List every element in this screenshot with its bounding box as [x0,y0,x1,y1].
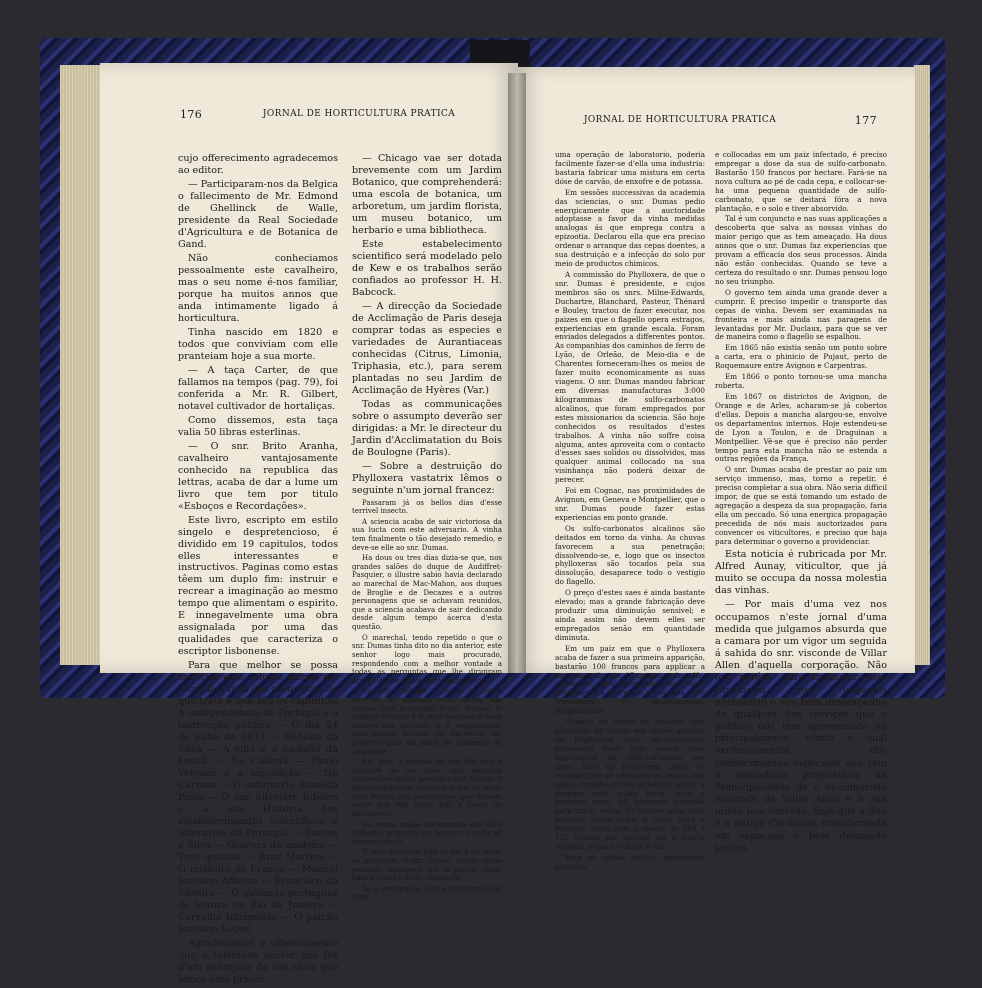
paragraph: Ha certos quaes documentos até 1874 tinham o proposito de destruir a vinha ao mesmo tempo. [352,820,502,846]
page-edges-left [60,65,105,665]
page-edges-right [914,65,930,665]
paragraph: cujo offerecimento agradecemos ao editor. [178,153,338,176]
book-gutter [508,73,526,673]
paragraph: Esta noticia é rubricada por Mr. Alfred Aunay, viticultor, que já muito se occupa da nossa molestia das vinhas. [715,548,887,597]
paragraph: Quando se tracte de renovar uma plantação de vinhas em região atacada do Phylloxera, será absolutamente necessario fazer pelo menos duas applicações de sulfo-carbonato por anno, uma na primavera, outra no outomno. Se se continuar as tratar tres annos durante os tres primeiros annos, a despeza será muito fraca: para o primeiro anno, 60 grammas bastarão para tratar todas. 20 francos para cada hectare, elevar-se-ha, o triplo para o terceiro, ainda com a media de 100 a 120 francos por hectare até á quarta colheita, e que a cultura é util. [555,717,705,852]
paragraph: Todas as communicações sobre o assumpto deverão ser dirigidas: a Mr. le directeur du Jardin d'Acclimatation du Bois de Boulogne (Paris). [352,398,502,458]
quoted-article [352,499,502,902]
page-number-left: 176 [180,108,203,121]
paragraph: O preço d'estes saes é ainda bastante elevado; mas a grande fabricação deve produzir uma diminuição sensivel; e ainda assim não devem elles ser empregados senão em quantidade diminuta. [555,588,705,642]
paragraph: Para as vinhas velhas, geralmente atacadas [555,852,705,871]
paragraph: Eis, pois, o resumo do que elle teve a bondade de me dizer, com algumas correcções locais, porque o snr. Dumas é demasiadamente modesto, o que se sente pela leitura dos documentos que deixam supôr que elle tenha tido a honra da descoberta. [352,758,502,818]
paragraph: Foi em Cognac, nas proximidades de Avignon, em Geneva e Montpellier, que o snr. Dumas poude fazer estas experiencias em ponto grande. [555,486,705,522]
paragraph: — Por mais d'uma vez nos occupamos n'este jornal d'uma medida que julgamos absurda que a camara por um vigor um seguida á sahida do snr. visconde de Villar Allen d'aquella corporação. Não foi, porém, para lisongear este cavalheiro que julgamos necessario o seu bom desempenho de qualquer dos serviços que o publico nos tem apresentado na principalmente, sendo o qual exclusivamente, dos conhecimentos especiaes que tem o verdadeiro proprietario da Municipalidade de o ex-camarista visconde de Villar Allen e a sua muito boa vontade, hoje que a Sua e a antiga Cordoaria transformada em espaçoso e bem delineado jardim. [715,599,887,854]
editorial-notes [715,549,887,855]
right-column-1 [555,151,705,874]
running-head-left [100,109,518,125]
left-column-1 [178,153,338,988]
paragraph: O snr. Dumas acaba de prestar ao paiz um serviço immenso, mas, torno a repetir, é preciso completar a sua obra. Não seria difficil impor, de que se está tomando um estado de agregação a despeza da sua propagação, faria ella um peccado. Só uma energica propagação precedida de nós mais auctorizados para convencer os viticultores, e preciso que haja para determinar o governo a providenciar. [715,465,887,546]
paragraph: Em um paiz em que o Phylloxera acaba de fazer a sua primeira apparição, bastarão 100 francos para applicar a uma cepa, doente, 15 grammas de sulfo-carbonato; igual quantidade nas cepas proximas; e a que estão a sua roda, este tratamento é absolutamente insignificante. [555,643,705,716]
paragraph: — Sobre a destruição do Phylloxera vastatrix lêmos o seguinte n'um jornal francez: [352,460,502,496]
right-page [515,67,915,871]
paragraph: — A direcção da Sociedade de Acclimação de Paris deseja comprar todas as especies e variedades de Aurantiaceas conhecidas (Citrus, Limonia, Triphasia, etc.), para serem plantadas no seu Jardim de Acclimação de Hyères (Var.) [352,300,502,396]
paragraph: Eu teria faltado a todos os meus deveres, se, sabendo estes factos, não tivesse logo procurado o snr. Dumas. O celebre chimico é o mais bondoso e mais amavel dos mortaes, e é seguramente uma grande fortuna não encontrar um pretexto para lhe pedir um momento de audiencia. [352,687,502,756]
paragraph: Os sulfo-carbonatos alcalinos são deitados em torno da vinha. As chuvas favorecem a sua penetração; dissolvendo-se, e, logo que os insectos phylloxeras são tocados pela sua dissolução, desaparece todo o vestigio do flagello. [555,523,705,587]
open-book [60,45,930,985]
paragraph: Em 1867 os districtos de Avignon, de Orange e de Arles, acharam-se já cobertos d'ellas. Depois a mancha alargou-se, envolve os departamentos internos. Hoje estendeu-se de Lyon a Toulon, e de Draguinan a Montpellier. Vê-se que é preciso não perder tempo para esta mancha não se estenda a outras regiões da França. [715,391,887,464]
paragraph: — Chicago vae ser dotada brevemente com um Jardim Botanico, que comprehenderá: uma escola de botanica, um arboretum, um jardim florista, um museu botanico, um herbario e uma bibliotheca. [352,153,502,236]
paragraph: Em 1865 não existia senão um ponto sobre a carta, era o phinicio de Pujaut, perto de Roquemaure entre Avignon e Carpentras. [715,343,887,371]
paragraph: Ha dous ou tres dias dizia-se que, nos grandes salões do duque de Audiffret-Pasquier, o illustre sabio havia declarado ao marechal de Mac-Mahon, aos duques de Broglie e de Decazes e a outros personagens que se achavam reunidos, que a sciencia acabava de sair dedicando desde algum tempo ácerca d'esta questão. [352,554,502,632]
paragraph: Tinha nascido em 1820 e todos que conviviam com elle pranteiam hoje a sua morte. [178,326,338,362]
paragraph: — O snr. Brito Aranha, cavalheiro vantajosamente conhecido na republica das lettras, acaba de dar a lume um livro que tem por titulo «Esboços e Recordações». [178,440,338,512]
paragraph: Em 1866 o ponto tornou-se uma mancha roberta. [715,372,887,391]
paragraph: A sciencia acaba de sair victoriosa da sua lucta com este adversario. A vinha tem finalmente o tão desejado remedio, e deve-se elle ao snr. Dumas. [352,517,502,552]
paragraph: e collocadas em um paiz infectado, é preciso empregar a dose da sua de sulfo-carbonato. Bastarão 150 francos por hectare. Fará-se na nova cultura ao pé de cada cepa, e collocar-se-ha uma pequena quantidade de sulfo-carbonato, que se deitará fóra a nova plantação, e o solo e tiver absorvido. [715,150,887,213]
paragraph: O marechal, tendo repetido o que o snr. Dumas tinha dito no dia anterior, este senhor logo mais procurado, respondendo com a melhor vontade a todas as perguntas que lhe dirigiram ácerca d'este interessante assumpto. [352,633,502,685]
paragraph: Em sessões successivas da academia das sciencias, o snr. Dumas pedio energicamente que a auctoridade adoptasse a favor da vinha medidas analogas ás que emprega contra a epizootia. Declarou ella que era preciso ordenar o arranque das cepas doentes, a sua destruição e a infecção do solo por meio de productos chimicos. [555,187,705,269]
paragraph: — A taça Carter, de que fallamos na tempos (pag. 79), foi conferida a Mr. R. Gilbert, notavel cultivador de hortaliças. [178,364,338,412]
running-head-right [515,115,915,131]
paragraph: Agradecemos o offerecimento que o talentoso auctor nos fez d'um exemplar da sua obra que lemos com prazer. [178,938,338,985]
right-column-2 [715,151,887,857]
paragraph: Passaram já os bellos dias d'esse terrivel insecto. [352,498,502,516]
paragraph: A commissão do Phylloxera, de que o snr. Dumas é presidente, e cujos membros são os snrs. Milne-Edwards, Duchartre, Blanchard, Pasteur, Thénard e Bouley, tractou de fazer executar, nos paizes em que o flagello opera estragos, experiencias em grande escala. Foram enviados delegados a differentes pontos. As companhias dos caminhos de ferro de Lyão, de Orleão, de Meio-dia e de Charentes forneceram-lhes os meios de fazer muito economicamente as suas viagens. O snr. Dumas mandou fabricar em diversas manufacturas 3:000 kilogrammas de sulfo-carbonatos alcalinos, que foram empregados por estes missionarios da sciencia. São hoje conhecidos os resultados d'estes trabalhos. A vinha não soffre coisa alguma, antes aproveita com o contacto d'esses saes solidos ou dissolvidos, mas qualquer animal collocado na sua visinhança não poderá deixar de perecer. [555,269,705,485]
paragraph: Este livro, escripto em estilo singelo e despretencioso, é dividido em 19 capitulos, todos elles interessantes e instructivos. Paginas como estas têem um duplo fim: instruir e recrear a imaginação ao mesmo tempo que alimentam o espirito. E innegavelmente uma obra assignalada por uma das qualidades que caracteriza o escriptor lisbonense. [178,514,338,658]
running-title-left: JORNAL DE HORTICULTURA PRATICA [262,109,456,119]
paragraph: Este estabelecimento scientifico será modelado pelo de Kew e os trabalhos serão confiados ao professor H. H. Babcock. [352,238,502,298]
left-column-2 [352,153,502,904]
paragraph: — Participaram-nos da Belgica o fallecimento de Mr. Edmond de Ghellinck de Walle, presidente da Real Sociedade d'Agricultura e de Botanica de Gand. [178,178,338,250]
paragraph: O governo tem ainda uma grande dever a cumprir. É preciso impedir o transporte das cepas de vinha. Devem ser examinadas na fronteira e mais ainda nas paragens de levantadas por Mr. Duclaux, para que se ver de maneira como o flagello se espalhou. [715,287,887,342]
paragraph: N'uma memoria, lida no dia 8 de junho na academia, o snr. Dumas reagiu então pedeiras vantagens que se podem pegar para a vinha o sulfo-carbonato. [352,848,502,883]
paragraph: Para que melhor se possa apreciar este volume damos em seguida a lista dos assumptos de que trata e que são os capitulos: A independencia de Portugal e a instrucção publica — O dia 24 de julho de 1833 — Rebello da Silva — A villa e o castello da Louzã — Na Collegã — Paulo Veronez e a inquisição — No Cartaxo — O antiquario Almeida Pinto — O snr. Silvestre Ribeiro e a sua Historia dos estabelecimentos scientificos e litterarios de Portugal — Santos e Silva — Gravura de madeira — Tres quintas — Braz Martins — O instituto de França — Manoel Joaquim Affonso — Francisco da Silveira — O gabinete portuguez de leitura no Rio de Janeiro — Carvalho Intriguista — O patrão Joaquim Lopes. [178,660,338,936]
left-page [100,63,518,985]
paragraph: uma operação de laboratorio, poderia facilmente fazer-se d'ella uma industria: bastaria fabricar uma mistura em certa dóse de carvão, de enxofre e de potassa. [555,150,705,186]
paragraph: Se a preparação d'esta substancia não fosse [352,884,502,902]
page-number-right: 177 [854,114,877,127]
paragraph: Tal é um conjuncto e nas suas applicações a descoberta que salva as nossas vinhas do maior perigo que as tem ameaçado. Ha dous annos que o snr. Dumas faz experiencias que provam a efficacia dos seus processos. Ainda não estão conhecidas. Quando se teve a certeza do resultado o snr. Dumas pensou logo no seu triunpho. [715,214,887,286]
paragraph: Como dissemos, esta taça valia 50 libras esterlinas. [178,414,338,438]
paragraph: Não conheciamos pessoalmente este cavalheiro, mas o seu nome é-nos familiar, porque ha muitos annos que anda intimamente ligado á horticultura. [178,252,338,324]
running-title-right: JORNAL DE HORTICULTURA PRATICA [583,115,777,125]
